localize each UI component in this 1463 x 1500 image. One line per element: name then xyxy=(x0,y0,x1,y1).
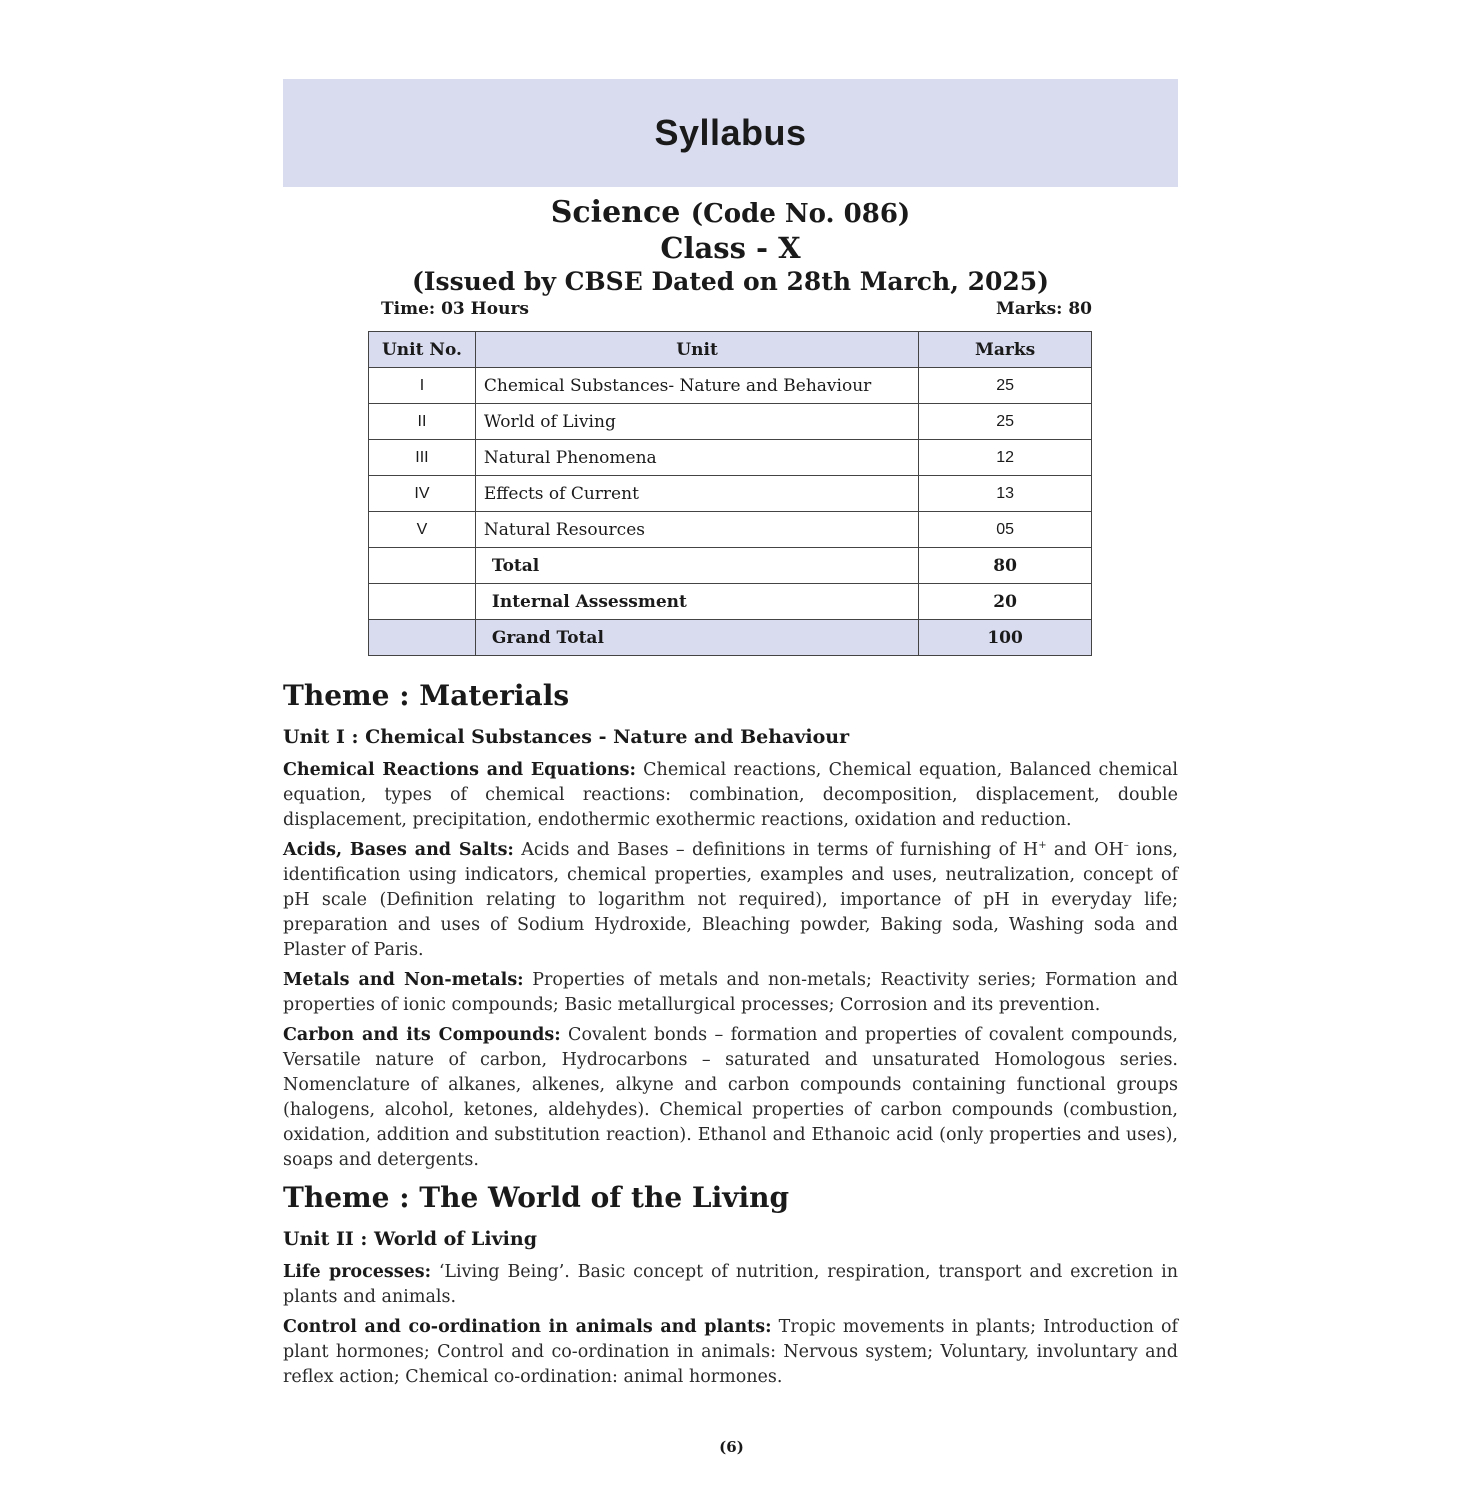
unit-no: I xyxy=(369,368,476,404)
subject-heading xyxy=(283,196,1178,299)
page-number: (6) xyxy=(719,1438,744,1456)
unit-no: V xyxy=(369,512,476,548)
paragraph-text: and OH xyxy=(1046,840,1124,860)
unit-marks: 12 xyxy=(919,440,1092,476)
superscript-plus: + xyxy=(1038,840,1047,852)
unit-name: Natural Phenomena xyxy=(475,440,918,476)
time-label: Time: 03 Hours xyxy=(381,299,529,319)
marks-label: Marks: 80 xyxy=(996,299,1092,319)
table-row xyxy=(369,404,1092,440)
subject-code: (Code No. 086) xyxy=(690,199,911,229)
superscript-minus: – xyxy=(1123,840,1129,852)
table-row xyxy=(369,476,1092,512)
paragraph-lead: Metals and Non-metals: xyxy=(283,970,524,990)
theme-living-heading: Theme : The World of the Living xyxy=(283,1181,790,1214)
syllabus-content xyxy=(283,676,1178,1395)
unit-2-heading: Unit II : World of Living xyxy=(283,1228,537,1250)
paragraph-lead: Acids, Bases and Salts: xyxy=(283,840,514,860)
title-banner xyxy=(283,79,1178,187)
paragraph-lead: Life processes: xyxy=(283,1262,432,1282)
unit-marks: 05 xyxy=(919,512,1092,548)
page-title: Syllabus xyxy=(654,112,807,153)
paragraph-lead: Carbon and its Compounds: xyxy=(283,1025,561,1045)
paragraph-text: Chemical reactions, Chemical equation, Balanced chemical equation, types of chemical reactions: combination, decomposition, displacement, double displacement, precipitation, endothermic exothermic reactions, oxidation and reduction. xyxy=(283,760,1179,830)
unit-1-heading: Unit I : Chemical Substances - Nature and Behaviour xyxy=(283,726,850,748)
internal-label: Internal Assessment xyxy=(475,584,918,620)
unit-no: III xyxy=(369,440,476,476)
grand-total-row xyxy=(369,620,1092,656)
unit-marks: 13 xyxy=(919,476,1092,512)
exam-meta xyxy=(381,299,1092,319)
subject-line xyxy=(283,196,1178,231)
carbon-paragraph xyxy=(283,1023,1178,1173)
metals-paragraph xyxy=(283,968,1178,1018)
paragraph-text: ions, identification using indicators, chemical properties, examples and uses, neutralization, concept of pH scale (Definition relating to logarithm not required), importance of pH in everyday life; preparation and uses of Sodium Hydroxide, Bleaching powder, Baking soda, Washing soda and Plaster of Paris. xyxy=(283,840,1178,960)
empty-cell xyxy=(369,548,476,584)
paragraph-text: Properties of metals and non-metals; Reactivity series; Formation and properties of ionic compounds; Basic metallurgical processes; Corrosion and its prevention. xyxy=(283,970,1178,1015)
table-row xyxy=(369,440,1092,476)
acids-bases-paragraph xyxy=(283,838,1178,963)
total-label: Total xyxy=(475,548,918,584)
table-row xyxy=(369,512,1092,548)
unit-name: Chemical Substances- Nature and Behaviour xyxy=(475,368,918,404)
subject-name: Science xyxy=(550,195,681,230)
total-row xyxy=(369,548,1092,584)
theme-materials-heading: Theme : Materials xyxy=(283,679,570,712)
unit-name: Natural Resources xyxy=(475,512,918,548)
paragraph-text: Tropic movements in plants; Introduction of plant hormones; Control and co-ordination in animals: Nervous system; Voluntary, involuntary and reflex action; Chemical co-ordination: animal hormones. xyxy=(283,1317,1178,1387)
total-marks: 80 xyxy=(919,548,1092,584)
paragraph-text: Covalent bonds – formation and properties of covalent compounds, Versatile nature of carbon, Hydrocarbons – saturated and unsaturated Homologous series. Nomenclature of alkanes, alkenes, alkyne and carbon compounds containing functional groups (halogens, alcohol, ketones, aldehydes). Chemical properties of carbon compounds (combustion, oxidation, addition and substitution reaction). Ethanol and Ethanoic acid (only properties and uses), soaps and detergents. xyxy=(283,1025,1178,1170)
internal-assessment-row xyxy=(369,584,1092,620)
life-processes-paragraph xyxy=(283,1260,1178,1310)
chemical-reactions-paragraph xyxy=(283,758,1178,833)
marks-table xyxy=(368,331,1092,656)
paragraph-text: ‘Living Being’. Basic concept of nutrition, respiration, transport and excretion in plants and animals. xyxy=(283,1262,1178,1307)
control-coordination-paragraph xyxy=(283,1315,1178,1390)
issued-line: (Issued by CBSE Dated on 28th March, 2025) xyxy=(411,267,1050,296)
paragraph-text: Acids and Bases – definitions in terms of furnishing of H xyxy=(513,840,1039,860)
unit-no: IV xyxy=(369,476,476,512)
unit-name: Effects of Current xyxy=(475,476,918,512)
unit-no: II xyxy=(369,404,476,440)
header-unit: Unit xyxy=(475,332,918,368)
grand-total-marks: 100 xyxy=(919,620,1092,656)
table-header-row xyxy=(369,332,1092,368)
unit-name: World of Living xyxy=(475,404,918,440)
table-row xyxy=(369,368,1092,404)
header-unit-no: Unit No. xyxy=(369,332,476,368)
empty-cell xyxy=(369,620,476,656)
paragraph-lead: Control and co-ordination in animals and plants: xyxy=(283,1317,772,1337)
unit-marks: 25 xyxy=(919,368,1092,404)
grand-total-label: Grand Total xyxy=(475,620,918,656)
paragraph-lead: Chemical Reactions and Equations: xyxy=(283,760,636,780)
header-marks: Marks xyxy=(919,332,1092,368)
internal-marks: 20 xyxy=(919,584,1092,620)
class-line: Class - X xyxy=(660,231,801,265)
unit-marks: 25 xyxy=(919,404,1092,440)
empty-cell xyxy=(369,584,476,620)
